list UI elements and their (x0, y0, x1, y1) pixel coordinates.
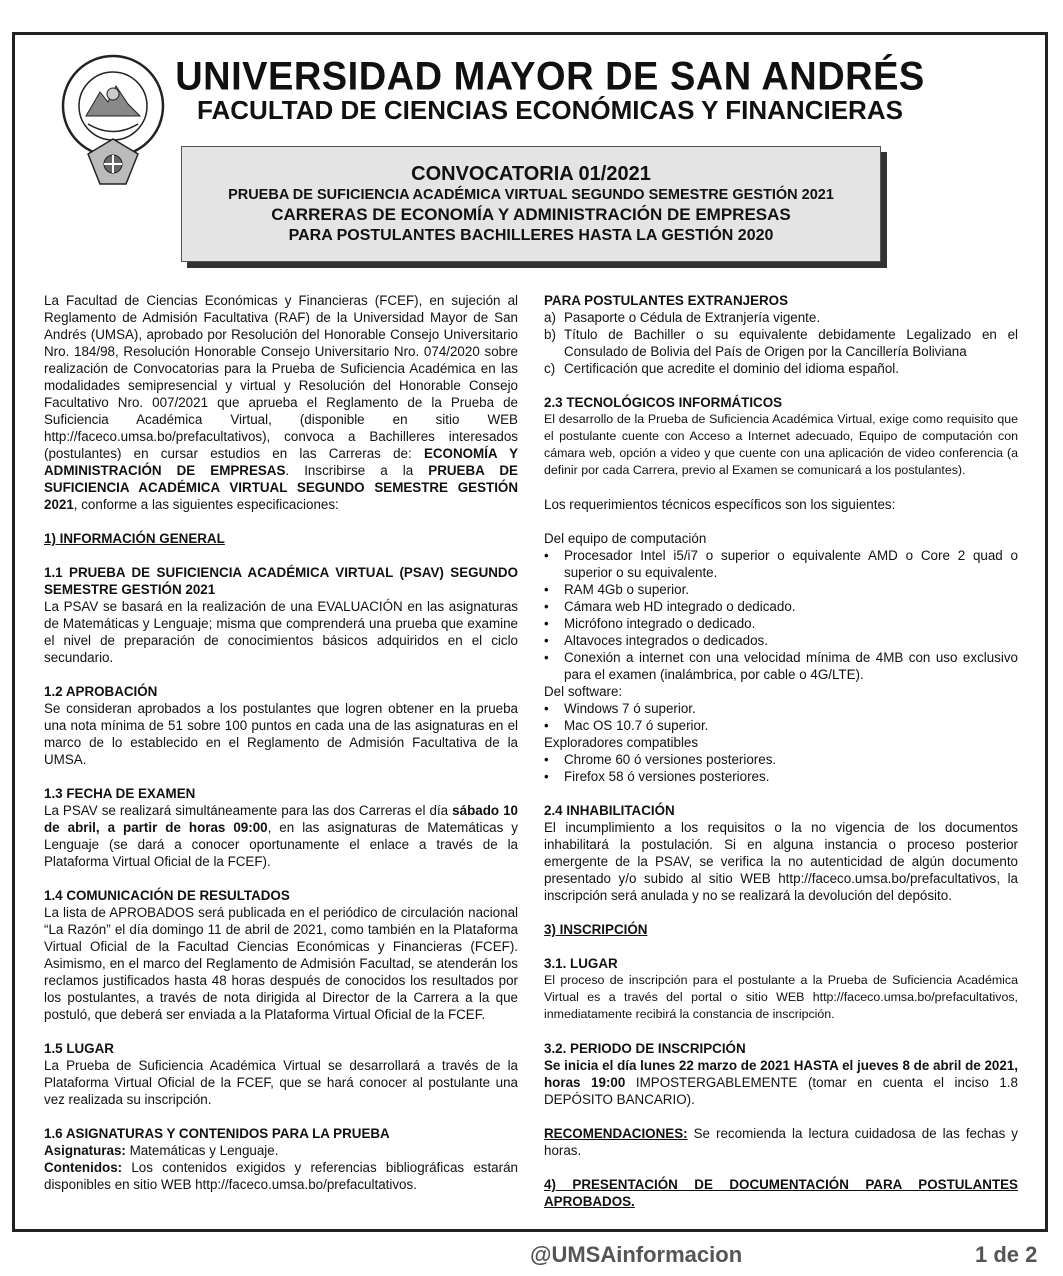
list-item: • RAM 4Gb o superior. (544, 582, 690, 597)
page-number: 1 de 2 (975, 1242, 1038, 1267)
announcement-line-4: PARA POSTULANTES BACHILLERES HASTA LA GESTIÓN 2020 (288, 227, 774, 244)
section-3-1-title: 3.1. LUGAR (544, 956, 618, 971)
social-handle: @UMSAinformacion (530, 1242, 743, 1267)
section-1-2-title: 1.2 APROBACIÓN (44, 684, 158, 699)
list-item: • Windows 7 ó superior. (544, 701, 696, 716)
software-label: Del software: (544, 684, 623, 699)
section-1-4 (44, 887, 518, 1023)
list-item: b) Título de Bachiller o su equivalente debidamente Legalizado en el Consulado de Bolivia del País de Origen por la Cancillería Boliviana (544, 327, 1018, 359)
section-1-2 (44, 683, 518, 768)
list-item: • Altavoces integrados o dedicados. (544, 633, 768, 648)
list-item: • Conexión a internet con una velocidad mínima de 4MB con uso exclusivo para el examen (inalámbrica, por cable o 4G/LTE). (544, 650, 1018, 682)
university-title: UNIVERSIDAD MAYOR DE SAN ANDRÉS (175, 54, 925, 100)
intro-paragraph: La Facultad de Ciencias Económicas y Financieras (FCEF), en sujeción al Reglamento de Admisión Facultativa (RAF) de la Universidad Mayor de San Andrés (UMSA), aprobado por Resolución del Honorable Consejo Universitario Nro. 184/98, Resolución Honorable Consejo Universitario Nro. 074/2020 sobre realización de Convocatorias para la Prueba de Suficiencia Académica en las modalidades semipresencial y virtual y Resolución del Honorable Consejo Facultativo Nro. 007/2021 que aprueba el Reglamento de la Prueba de Suficiencia Académica Virtual, (disponible en sitio WEB http://faceco.umsa.bo/prefacultativos), convoca a Bachilleres interesados (postulantes) en cursar estudios en las Carreras de: ECONOMÍA Y ADMINISTRACIÓN DE EMPRESAS. Inscribirse a la PRUEBA DE SUFICIENCIA ACADÉMICA VIRTUAL SEGUNDO SEMESTRE GESTIÓN 2021, conforme a las siguientes especificaciones: (44, 293, 519, 512)
list-item: • Micrófono integrado o dedicado. (544, 616, 756, 631)
section-2-4-title: 2.4 INHABILITACIÓN (544, 803, 675, 818)
section-1-3 (44, 785, 518, 870)
section-2-3-body: El desarrollo de la Prueba de Suficiencia Académica Virtual, exige como requisito que el postulante cuente con Acceso a Internet adecuado, Equipo de computación con cámara web, opción a video y que cuente con una aplicación de video conferencia (a definir por cada Carrera, previo al Examen se comunicará a los postulantes). (544, 412, 1018, 477)
university-seal-logo (58, 44, 168, 194)
list-item: a) Pasaporte o Cédula de Extranjería vigente. (544, 310, 821, 325)
list-item: • Mac OS 10.7 ó superior. (544, 718, 709, 733)
section-1-3-body: La PSAV se realizará simultáneamente para las dos Carreras el día sábado 10 de abril, a partir de horas 09:00, en las asignaturas de Matemáticas y Lenguaje (se dará a conocer oportunamente el enlace a través de la Plataforma Virtual Oficial de la FCEF). (44, 803, 518, 869)
section-1-4-body: La lista de APROBADOS será publicada en el periódico de circulación nacional “La Razón” el día domingo 11 de abril de 2021, como también en la Plataforma Virtual Oficial de la Facultad Ciencias Económicas y Financieras (FCEF). Asimismo, en el marco del Reglamento de Admisión Facultad, se atenderán los reclamos justificados hasta 48 horas después de conocidos los resultados por los postulantes, a través de nota dirigida al Director de la Carrera a la que postuló, que deberá ser enviada a la Plataforma Virtual Oficial de la FCEF. (44, 905, 518, 1022)
left-column (44, 292, 518, 1193)
right-column (544, 292, 1018, 1210)
section-3-2-title: 3.2. PERIODO DE INSCRIPCIÓN (544, 1041, 746, 1056)
section-1-1 (44, 564, 518, 666)
section-2-3 (544, 394, 1018, 479)
section-3-2-body: Se inicia el día lunes 22 marzo de 2021 HASTA el jueves 8 de abril de 2021, horas 19:00 IMPOSTERGABLEMENTE (tomar en cuenta el inciso 1.8 DEPÓSITO BANCARIO). (544, 1058, 1018, 1107)
technical-requirements (544, 530, 1018, 785)
section-2-4 (544, 802, 1018, 904)
section-1-4-title: 1.4 COMUNICACIÓN DE RESULTADOS (44, 888, 290, 903)
section-1-6-title: 1.6 ASIGNATURAS Y CONTENIDOS PARA LA PRUEBA (44, 1126, 390, 1141)
foreign-applicants-title: PARA POSTULANTES EXTRANJEROS (544, 293, 789, 308)
section-3-2 (544, 1040, 1018, 1108)
requirements-intro: Los requerimientos técnicos específicos son los siguientes: (544, 497, 896, 512)
section-2-3-title: 2.3 TECNOLÓGICOS INFORMÁTICOS (544, 395, 783, 410)
browsers-list (544, 751, 1018, 785)
section-1-2-body: Se consideran aprobados a los postulantes que logren obtener en la prueba una nota mínima de 51 sobre 100 puntos en cada una de las asignaturas en el marco de lo establecido en el Reglamento de Admisión Facultativa de la UMSA. (44, 701, 518, 767)
section-3-1-body: El proceso de inscripción para el postulante a la Prueba de Suficiencia Académica Virtual es a través del portal o sitio WEB http://faceco.umsa.bo/prefacultativos, inmediatamente recibirá la constancia de inscripción. (544, 973, 1018, 1021)
section-1-1-title: 1.1 PRUEBA DE SUFICIENCIA ACADÉMICA VIRTUAL (PSAV) SEGUNDO SEMESTRE GESTIÓN 2021 (44, 565, 518, 597)
section-1-3-title: 1.3 FECHA DE EXAMEN (44, 786, 196, 801)
section-1-5-title: 1.5 LUGAR (44, 1041, 114, 1056)
list-item: • Procesador Intel i5/i7 o superior o equivalente AMD o Core 2 quad o superior o su equivalente. (544, 548, 1018, 580)
section-1-6-contents: Contenidos: Los contenidos exigidos y referencias bibliográficas estarán disponibles en sitio WEB http://faceco.umsa.bo/prefacultativos. (44, 1160, 518, 1192)
section-1-5 (44, 1040, 518, 1108)
section-4-heading: 4) PRESENTACIÓN DE DOCUMENTACIÓN PARA POSTULANTES APROBADOS. (544, 1177, 1018, 1209)
equipment-list (544, 547, 1018, 683)
section-1-6-subjects: Asignaturas: Matemáticas y Lenguaje. (44, 1143, 279, 1158)
equipment-label: Del equipo de computación (544, 531, 707, 546)
section-3-heading: 3) INSCRIPCIÓN (544, 922, 648, 937)
faculty-title: FACULTAD DE CIENCIAS ECONÓMICAS Y FINANCIERAS (197, 95, 903, 125)
list-item: • Cámara web HD integrado o dedicado. (544, 599, 796, 614)
announcement-box (181, 146, 881, 262)
announcement-line-2: PRUEBA DE SUFICIENCIA ACADÉMICA VIRTUAL SEGUNDO SEMESTRE GESTIÓN 2021 (228, 187, 834, 203)
section-1-5-body: La Prueba de Suficiencia Académica Virtual se desarrollará a través de la Plataforma Virtual Oficial de la FCEF, que se hará conocer al postulante una vez realizada su inscripción. (44, 1058, 518, 1107)
foreign-applicants (544, 292, 1018, 377)
section-2-4-body: El incumplimiento a los requisitos o la no vigencia de los documentos inhabilitará la postulación. Si en alguna instancia o proceso posterior emergente de la PSAV, se verifica la no autenticidad de algún documento presentado y/o subido al sitio WEB http://faceco.umsa.bo/prefacultativos, la inscripción será anulada y no se realizará la devolución del depósito. (544, 820, 1018, 903)
list-item: • Firefox 58 ó versiones posteriores. (544, 769, 770, 784)
section-1-1-body: La PSAV se basará en la realización de una EVALUACIÓN en las asignaturas de Matemáticas y Lenguaje; misma que comprenderá una prueba que examine el nivel de preparación de conocimientos básicos adquiridos en el ciclo secundario. (44, 599, 518, 665)
announcement-line-3: CARRERAS DE ECONOMÍA Y ADMINISTRACIÓN DE EMPRESAS (271, 205, 791, 224)
software-list (544, 700, 1018, 734)
section-1-6 (44, 1125, 518, 1193)
section-1-heading: 1) INFORMACIÓN GENERAL (44, 531, 225, 546)
recommendations: RECOMENDACIONES: Se recomienda la lectura cuidadosa de las fechas y horas. (544, 1126, 1018, 1158)
foreign-requirements-list (544, 309, 1018, 377)
announcement-title: CONVOCATORIA 01/2021 (411, 163, 651, 185)
list-item: • Chrome 60 ó versiones posteriores. (544, 752, 777, 767)
section-3-1 (544, 955, 1018, 1023)
browsers-label: Exploradores compatibles (544, 735, 699, 750)
list-item: c) Certificación que acredite el dominio del idioma español. (544, 361, 899, 376)
